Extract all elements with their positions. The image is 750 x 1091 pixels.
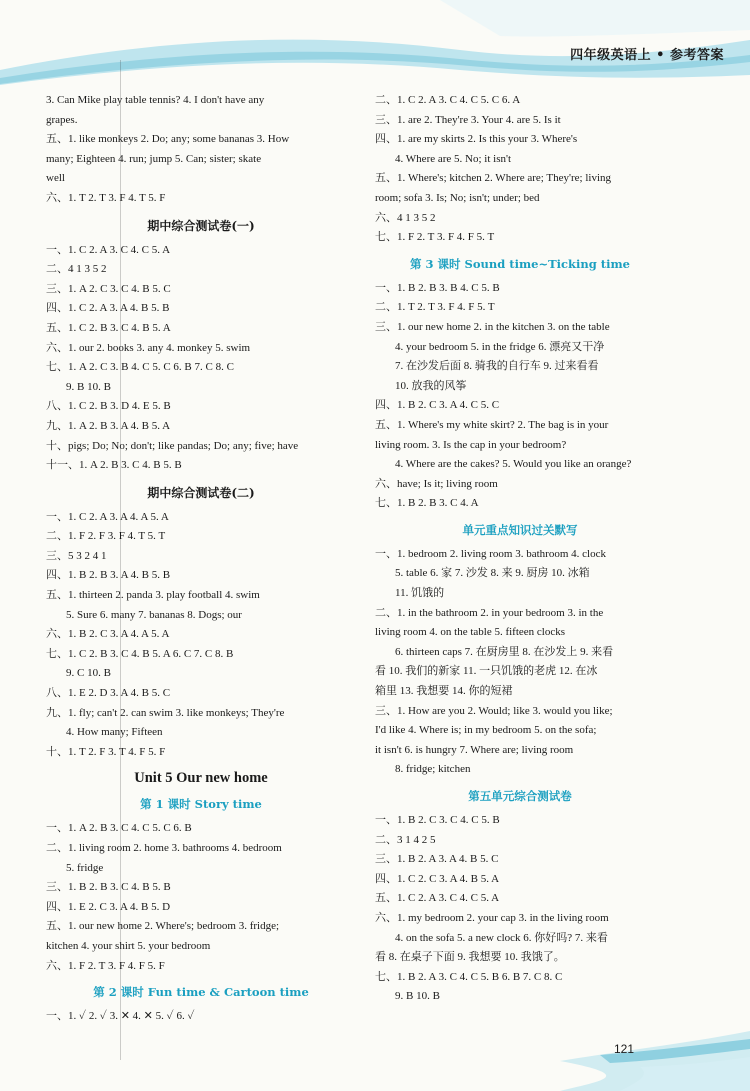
answer-line: 看 10. 我们的新家 11. 一只饥饿的老虎 12. 在冰	[375, 665, 598, 678]
answer-line: 4. your bedroom 5. in the fridge 6. 漂亮又干净	[395, 340, 605, 353]
section-title: 期中综合测试卷(一)	[147, 218, 255, 233]
answer-line: 5. table 6. 家 7. 沙发 8. 来 9. 厨房 10. 冰箱	[395, 567, 590, 580]
lesson-title: 第五单元综合测试卷	[468, 789, 572, 803]
answer-line: 四、1. C 2. C 3. A 4. B 5. A	[375, 872, 500, 885]
answer-line: well	[46, 172, 65, 185]
answer-line: 七、1. B 2. A 3. C 4. C 5. B 6. B 7. C 8. C	[375, 970, 563, 983]
answer-line: living room. 3. Is the cap in your bedroom?	[375, 438, 567, 451]
answer-line: 三、1. are 2. They're 3. Your 4. are 5. Is it	[375, 113, 561, 126]
answer-line: 一、1. C 2. A 3. C 4. C 5. A	[46, 243, 171, 256]
answer-line: 8. fridge; kitchen	[395, 763, 471, 776]
answer-line: 一、1. B 2. C 3. C 4. C 5. B	[375, 814, 500, 826]
answer-line: 三、1. A 2. C 3. C 4. B 5. C	[46, 282, 171, 295]
answer-line: 六、1. my bedroom 2. your cap 3. in the living room	[375, 911, 609, 924]
answer-line: 五、1. thirteen 2. panda 3. play football 4. swim	[46, 589, 260, 602]
answer-line: 八、1. E 2. D 3. A 4. B 5. C	[46, 687, 171, 700]
answer-line: 一、1. bedroom 2. living room 3. bathroom 4. clock	[375, 547, 606, 560]
answer-line: 五、1. Where's my white skirt? 2. The bag is in your	[375, 418, 609, 431]
answer-line: 看 8. 在桌子下面 9. 我想要 10. 我饿了。	[375, 951, 565, 964]
answer-line: 9. B 10. B	[66, 380, 111, 393]
answer-line: 五、1. like monkeys 2. Do; any; some bananas 3. How	[46, 133, 290, 146]
answer-line: living room 4. on the table 5. fifteen clocks	[375, 626, 566, 639]
lesson-title: 第 3 课时 Sound time~Ticking time	[410, 256, 630, 271]
page-number: 121	[614, 1042, 635, 1056]
lesson-title: 第 1 课时 Story time	[140, 797, 262, 812]
answer-line: 四、1. C 2. A 3. A 4. B 5. B	[46, 302, 170, 315]
answer-line: 六、have; Is it; living room	[375, 477, 498, 490]
answer-line: it isn't 6. is hungry 7. Where are; living room	[375, 743, 574, 756]
answer-line: 5. fridge	[66, 861, 104, 874]
answer-line: 4. on the sofa 5. a new clock 6. 你好吗? 7. 来看	[395, 931, 608, 944]
answer-line: 4. Where are the cakes? 5. Would you like an orange?	[395, 458, 632, 471]
answer-line: 一、1. A 2. B 3. C 4. C 5. C 6. B	[46, 822, 192, 835]
answer-line: 九、1. fly; can't 2. can swim 3. like monkeys; They're	[46, 706, 285, 719]
answer-line: grapes.	[46, 113, 78, 126]
answer-line: 五、1. C 2. B 3. C 4. B 5. A	[46, 321, 171, 334]
answer-line: 七、1. F 2. T 3. F 4. F 5. T	[375, 231, 495, 244]
unit-title: Unit 5 Our new home	[134, 770, 268, 787]
answer-line: 十、pigs; Do; No; don't; like pandas; Do; any; five; have	[46, 439, 299, 452]
answer-line: 十一、1. A 2. B 3. C 4. B 5. B	[46, 459, 182, 472]
answer-line: 五、1. C 2. A 3. C 4. C 5. A	[375, 892, 500, 905]
answer-line: 二、1. T 2. T 3. F 4. F 5. T	[375, 301, 495, 314]
answer-line: 二、4 1 3 5 2	[46, 263, 107, 276]
answer-line: 六、4 1 3 5 2	[375, 211, 436, 224]
answer-line: 10. 放我的风筝	[395, 379, 467, 392]
answer-line: 箱里 13. 我想要 14. 你的短裙	[375, 685, 513, 698]
answer-line: 七、1. A 2. C 3. B 4. C 5. C 6. B 7. C 8. C	[46, 361, 234, 374]
answer-line: 六、1. T 2. T 3. F 4. T 5. F	[46, 191, 166, 204]
answer-line: 二、3 1 4 2 5	[375, 833, 436, 846]
answer-line: kitchen 4. your shirt 5. your bedroom	[46, 939, 211, 952]
right-answer-column	[375, 91, 665, 1007]
answer-line: 四、1. B 2. B 3. A 4. B 5. B	[46, 569, 171, 582]
footer-wave-decoration	[0, 1021, 750, 1091]
answer-line: 3. Can Mike play table tennis? 4. I don't have any	[46, 94, 265, 106]
answer-line: 四、1. E 2. C 3. A 4. B 5. D	[46, 900, 171, 913]
answer-line: 五、1. Where's; kitchen 2. Where are; They're; living	[375, 172, 612, 185]
answer-line: 八、1. C 2. B 3. D 4. E 5. B	[46, 400, 171, 413]
answer-line: 9. C 10. B	[66, 667, 111, 680]
answer-line: 三、5 3 2 4 1	[46, 549, 107, 562]
answer-line: 一、1. ✓ 2. ✓ 3. ✕ 4. ✕ 5. ✓ 6. ✓	[46, 1010, 195, 1023]
answer-line: 9. B 10. B	[395, 990, 440, 1003]
answer-line: 6. thirteen caps 7. 在厨房里 8. 在沙发上 9. 来看	[395, 645, 614, 658]
answer-line: 4. Where are 5. No; it isn't	[395, 152, 512, 165]
answer-line: 一、1. B 2. B 3. B 4. C 5. B	[375, 281, 500, 294]
answer-line: 5. Sure 6. many 7. bananas 8. Dogs; our	[66, 608, 242, 621]
answer-line: 7. 在沙发后面 8. 骑我的自行车 9. 过来看看	[395, 360, 599, 373]
lesson-title: 单元重点知识过关默写	[462, 522, 578, 537]
lesson-title: 第 2 课时 Fun time & Cartoon time	[93, 985, 309, 1000]
answer-line: 二、1. in the bathroom 2. in your bedroom 3. in the	[375, 606, 604, 619]
answer-line: 一、1. C 2. A 3. A 4. A 5. A	[46, 510, 169, 523]
answer-line: 三、1. B 2. B 3. C 4. B 5. B	[46, 881, 171, 894]
answer-line: 六、1. F 2. T 3. F 4. F 5. F	[46, 959, 165, 972]
answer-line: 三、1. How are you 2. Would; like 3. would you like;	[375, 704, 613, 717]
answer-line: 二、1. living room 2. home 3. bathrooms 4. bedroom	[46, 842, 282, 854]
answer-line: 四、1. are my skirts 2. Is this your 3. Where's	[375, 133, 578, 146]
answer-line: I'd like 4. Where is; in my bedroom 5. on the sofa;	[375, 724, 597, 737]
page-header-title: 四年级英语上 • 参考答案	[570, 48, 724, 63]
answer-line: 十、1. T 2. F 3. T 4. F 5. F	[46, 745, 166, 758]
answer-line: 11. 饥饿的	[395, 587, 445, 600]
answer-line: 五、1. our new home 2. Where's; bedroom 3. fridge;	[46, 920, 280, 933]
answer-line: 三、1. B 2. A 3. A 4. B 5. C	[375, 853, 499, 866]
answer-line: 4. How many; Fifteen	[66, 726, 163, 739]
answer-line: 六、1. our 2. books 3. any 4. monkey 5. swim	[46, 341, 251, 354]
section-title: 期中综合测试卷(二)	[147, 485, 255, 500]
answer-line: 三、1. our new home 2. in the kitchen 3. on the table	[375, 320, 610, 333]
answer-line: room; sofa 3. Is; No; isn't; under; bed	[375, 191, 540, 204]
answer-line: 七、1. C 2. B 3. C 4. B 5. A 6. C 7. C 8. B	[46, 647, 234, 660]
answer-line: 二、1. C 2. A 3. C 4. C 5. C 6. A	[375, 94, 521, 106]
answer-line: many; Eighteen 4. run; jump 5. Can; sister; skate	[46, 152, 262, 165]
answer-line: 四、1. B 2. C 3. A 4. C 5. C	[375, 399, 500, 412]
answer-line: 九、1. A 2. B 3. A 4. B 5. A	[46, 419, 171, 432]
answer-line: 七、1. B 2. B 3. C 4. A	[375, 497, 479, 510]
answer-line: 六、1. B 2. C 3. A 4. A 5. A	[46, 628, 170, 641]
left-answer-column	[46, 91, 356, 1027]
answer-line: 二、1. F 2. F 3. F 4. T 5. T	[46, 530, 166, 543]
